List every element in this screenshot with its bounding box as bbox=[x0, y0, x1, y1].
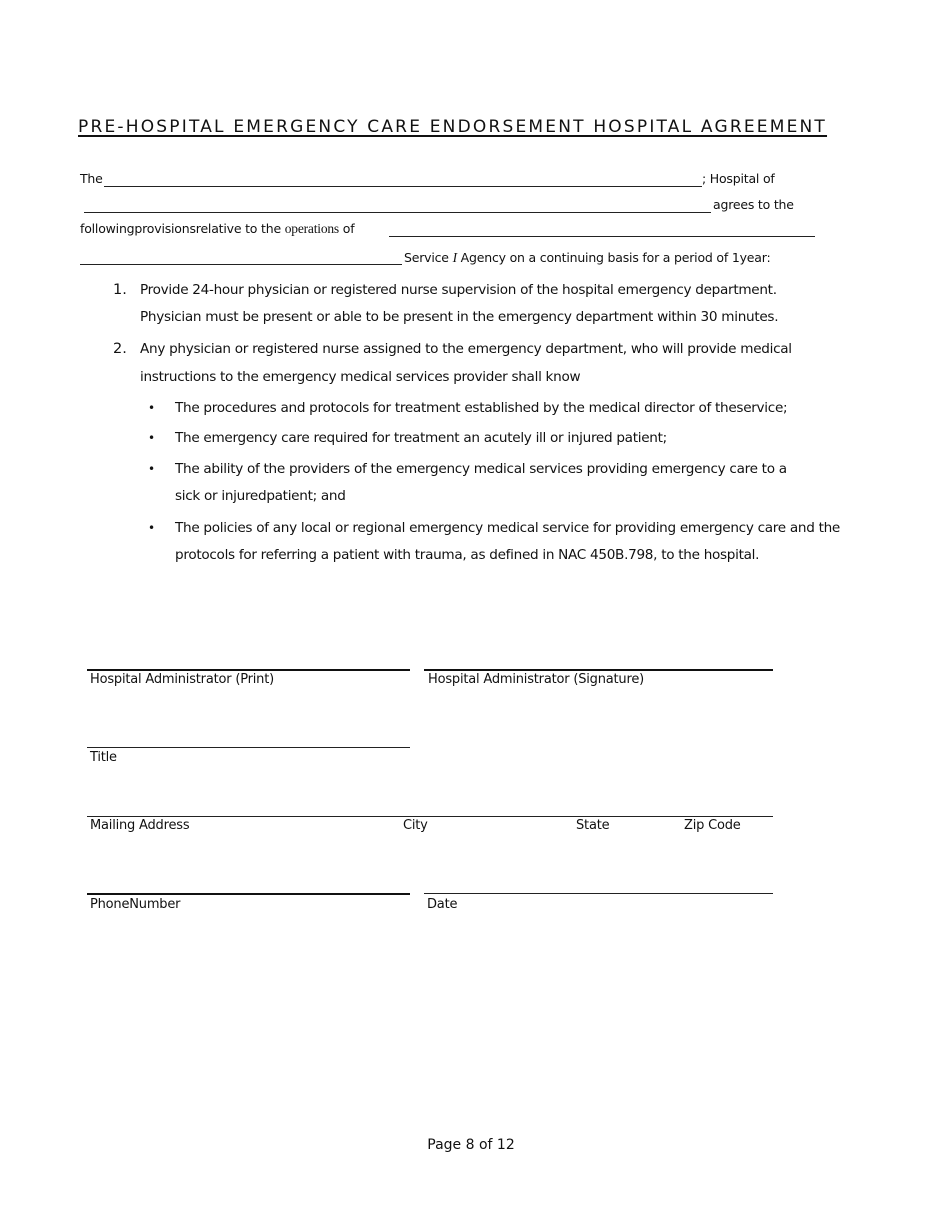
phone-line[interactable] bbox=[87, 893, 410, 895]
item-line: Provide 24-hour physician or registered nurse supervision of the hospital emergency department. bbox=[140, 282, 777, 298]
service-text: Service bbox=[404, 250, 449, 265]
admin-print-line[interactable] bbox=[87, 669, 410, 671]
item-line: Physician must be present or able to be present in the emergency department within 30 minutes. bbox=[140, 309, 779, 325]
provisions-label bbox=[80, 221, 354, 237]
bullet-marker: • bbox=[148, 521, 156, 535]
bullet-line: The procedures and protocols for treatment established by the medical director of theservice; bbox=[175, 400, 788, 416]
mailing-address-label: Mailing Address bbox=[90, 818, 190, 833]
service-name-blank[interactable] bbox=[104, 186, 702, 187]
agency-terms-text: Agency on a continuing basis for a period of 1year: bbox=[460, 250, 771, 265]
bullet-line: The policies of any local or regional emergency medical service for providing emergency care and the bbox=[175, 520, 840, 536]
service-agency-label bbox=[404, 250, 770, 266]
item-line: instructions to the emergency medical services provider shall know bbox=[140, 369, 581, 385]
item-number: 2. bbox=[113, 341, 127, 357]
page-title: PRE-HOSPITAL EMERGENCY CARE ENDORSEMENT HOSPITAL AGREEMENT bbox=[78, 117, 828, 137]
zip-code-label: Zip Code bbox=[684, 818, 741, 833]
of-text: of bbox=[342, 221, 355, 236]
admin-print-label: Hospital Administrator (Print) bbox=[90, 672, 274, 687]
bullet-line: The ability of the providers of the emergency medical services providing emergency care to a bbox=[175, 461, 787, 477]
admin-signature-label: Hospital Administrator (Signature) bbox=[428, 672, 644, 687]
operations-text: operations bbox=[284, 221, 339, 236]
state-label: State bbox=[576, 818, 610, 833]
slash-text: I bbox=[452, 250, 457, 265]
page-number: Page 8 of 12 bbox=[427, 1137, 515, 1153]
provisions-text: followingprovisionsrelative to the bbox=[80, 221, 281, 236]
date-line[interactable] bbox=[424, 893, 773, 894]
bullet-line: The emergency care required for treatment an acutely ill or injured patient; bbox=[175, 430, 667, 446]
city-label: City bbox=[403, 818, 428, 833]
bullet-marker: • bbox=[148, 431, 156, 445]
agency-name-blank[interactable] bbox=[80, 264, 402, 265]
bullet-marker: • bbox=[148, 462, 156, 476]
bullet-line: protocols for referring a patient with trauma, as defined in NAC 450B.798, to the hospital. bbox=[175, 547, 760, 563]
item-line: Any physician or registered nurse assigned to the emergency department, who will provide medical bbox=[140, 341, 792, 357]
hospital-name-blank[interactable] bbox=[84, 212, 711, 213]
bullet-marker: • bbox=[148, 401, 156, 415]
date-label: Date bbox=[427, 897, 458, 912]
hospital-of-label: ; Hospital of bbox=[702, 171, 775, 186]
item-number: 1. bbox=[113, 282, 127, 298]
address-line[interactable] bbox=[87, 816, 773, 817]
agrees-label: agrees to the bbox=[713, 197, 794, 212]
bullet-line: sick or injuredpatient; and bbox=[175, 488, 346, 504]
operations-blank[interactable] bbox=[389, 236, 815, 237]
title-label: Title bbox=[90, 750, 117, 765]
intro-the-label: The bbox=[80, 171, 103, 186]
phone-number-label: PhoneNumber bbox=[90, 897, 181, 912]
title-line[interactable] bbox=[87, 747, 410, 748]
admin-signature-line[interactable] bbox=[424, 669, 773, 671]
